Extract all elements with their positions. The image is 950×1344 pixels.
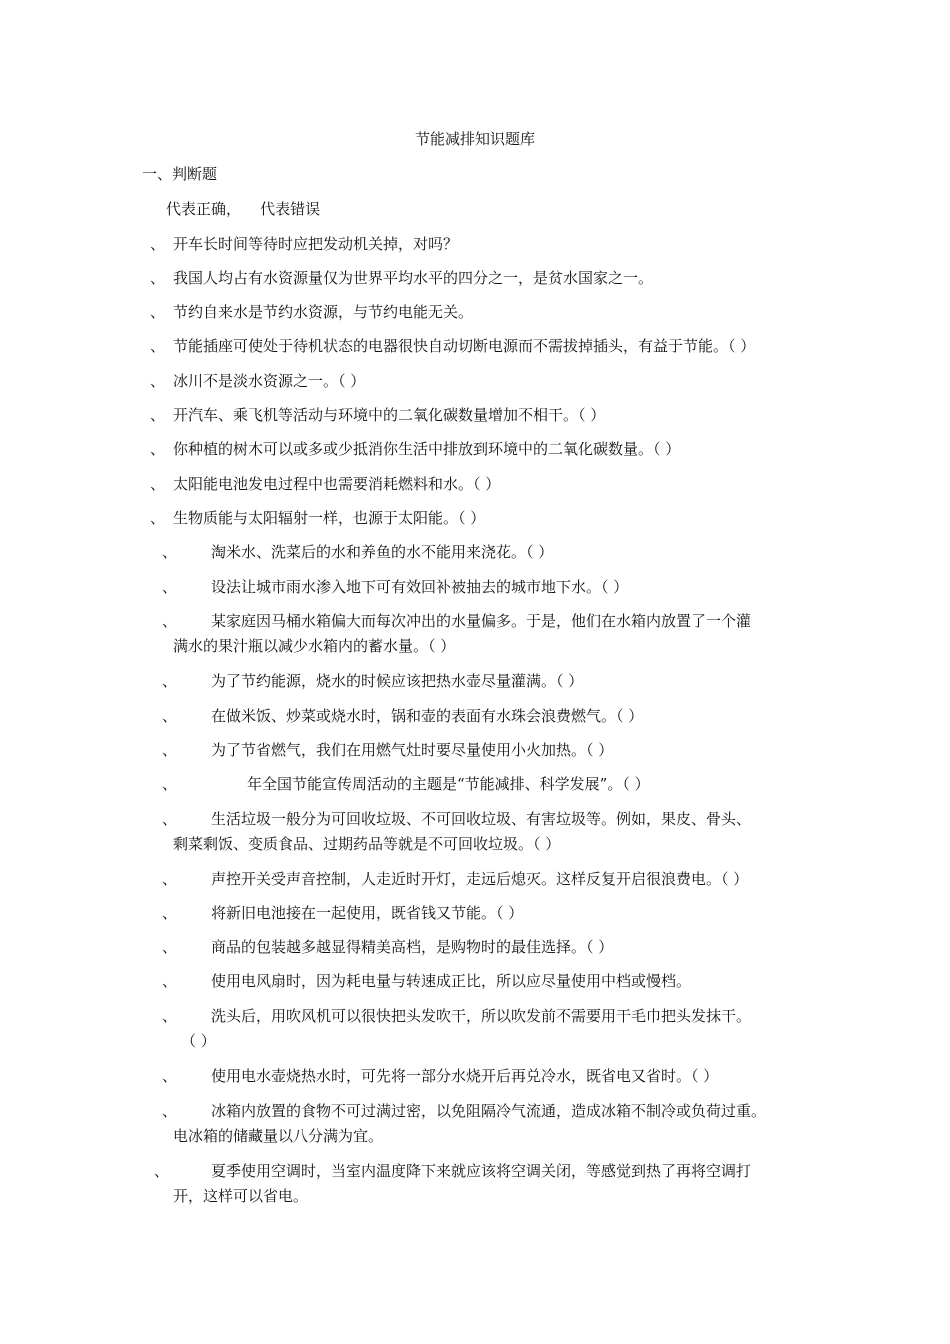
question-number-mark: 、 — [162, 672, 178, 690]
question-text-continued: （ ） — [181, 1032, 216, 1050]
question-number-mark: 、 — [162, 1007, 178, 1025]
question-text: 生物质能与太阳辐射一样，也源于太阳能。（ ） — [173, 509, 486, 527]
question-number-mark: 、 — [162, 612, 178, 630]
question-text: 淘米水、洗菜后的水和养鱼的水不能用来浇花。（ ） — [211, 543, 554, 561]
question-text: 节约自来水是节约水资源，与节约电能无关。 — [173, 303, 474, 321]
question-text: 冰川不是淡水资源之一。（ ） — [173, 372, 366, 390]
question-text: 你种植的树木可以或多或少抵消你生活中排放到环境中的二氧化碳数量。（ ） — [173, 440, 681, 458]
question-number-mark: 、 — [150, 303, 166, 321]
question-number-mark: 、 — [162, 810, 178, 828]
section-heading: 一、判断题 — [142, 165, 218, 183]
question-text: 太阳能电池发电过程中也需要消耗燃料和水。（ ） — [173, 475, 501, 493]
question-number-mark: 、 — [150, 337, 166, 355]
question-text-continued: 电冰箱的储藏量以八分满为宜。 — [173, 1127, 384, 1145]
question-number-mark: 、 — [162, 904, 178, 922]
question-text: 使用电水壶烧热水时，可先将一部分水烧开后再兑冷水，既省电又省时。（ ） — [211, 1067, 719, 1085]
question-number-mark: 、 — [162, 578, 178, 596]
question-text: 节能插座可使处于待机状态的电器很快自动切断电源而不需拔掉插头，有益于节能。（ ） — [173, 337, 756, 355]
question-number-mark: 、 — [162, 870, 178, 888]
question-number-mark: 、 — [150, 475, 166, 493]
question-text: 夏季使用空调时，当室内温度降下来就应该将空调关闭，等感觉到热了再将空调打 — [211, 1162, 752, 1180]
question-number-mark: 、 — [150, 269, 166, 287]
question-text: 某家庭因马桶水箱偏大而每次冲出的水量偏多。于是，他们在水箱内放置了一个灌 — [211, 612, 752, 630]
question-text: 冰箱内放置的食物不可过满过密，以免阻隔冷气流通，造成冰箱不制冷或负荷过重。 — [211, 1102, 767, 1120]
question-text: 洗头后，用吹风机可以很快把头发吹干，所以吹发前不需要用干毛巾把头发抹干。 — [211, 1007, 752, 1025]
question-text: 生活垃圾一般分为可回收垃圾、不可回收垃圾、有害垃圾等。例如，果皮、骨头、 — [211, 810, 752, 828]
document-title: 节能减排知识题库 — [414, 130, 535, 148]
question-text-continued: 开，这样可以省电。 — [173, 1187, 309, 1205]
question-number-mark: 、 — [162, 543, 178, 561]
question-number-mark: 、 — [162, 1067, 178, 1085]
question-number-mark: 、 — [150, 235, 166, 253]
question-text: 在做米饭、炒菜或烧水时，锅和壶的表面有水珠会浪费燃气。（ ） — [211, 707, 644, 725]
question-text-continued: 剩菜剩饭、变质食品、过期药品等就是不可回收垃圾。（ ） — [173, 835, 561, 853]
question-text: 将新旧电池接在一起使用，既省钱又节能。（ ） — [211, 904, 524, 922]
question-text: 开车长时间等待时应把发动机关掉，对吗？ — [173, 235, 459, 253]
question-text: 开汽车、乘飞机等活动与环境中的二氧化碳数量增加不相干。（ ） — [173, 406, 606, 424]
question-text: 年全国节能宣传周活动的主题是“节能减排、科学发展”。（ ） — [247, 775, 650, 793]
question-number-mark: 、 — [162, 707, 178, 725]
question-number-mark: 、 — [150, 372, 166, 390]
question-number-mark: 、 — [162, 938, 178, 956]
question-text: 我国人均占有水资源量仅为世界平均水平的四分之一，是贫水国家之一。 — [173, 269, 654, 287]
question-number-mark: 、 — [150, 406, 166, 424]
question-text: 声控开关受声音控制，人走近时开灯，走远后熄灭。这样反复开启很浪费电。（ ） — [211, 870, 749, 888]
question-text: 为了节省燃气，我们在用燃气灶时要尽量使用小火加热。（ ） — [211, 741, 614, 759]
question-number-mark: 、 — [150, 440, 166, 458]
question-number-mark: 、 — [150, 509, 166, 527]
question-text: 使用电风扇时，因为耗电量与转速成正比，所以应尽量使用中档或慢档。 — [211, 972, 692, 990]
question-number-mark: 、 — [162, 775, 178, 793]
question-text: 设法让城市雨水渗入地下可有效回补被抽去的城市地下水。（ ） — [211, 578, 629, 596]
question-number-mark: 、 — [154, 1162, 170, 1180]
question-number-mark: 、 — [162, 1102, 178, 1120]
answer-legend: 代表正确， 代表错误 — [166, 200, 321, 218]
question-number-mark: 、 — [162, 972, 178, 990]
question-text: 为了节约能源，烧水的时候应该把热水壶尽量灌满。（ ） — [211, 672, 584, 690]
question-text-continued: 满水的果汁瓶以减少水箱内的蓄水量。（ ） — [173, 637, 456, 655]
question-number-mark: 、 — [162, 741, 178, 759]
question-text: 商品的包装越多越显得精美高档，是购物时的最佳选择。（ ） — [211, 938, 614, 956]
